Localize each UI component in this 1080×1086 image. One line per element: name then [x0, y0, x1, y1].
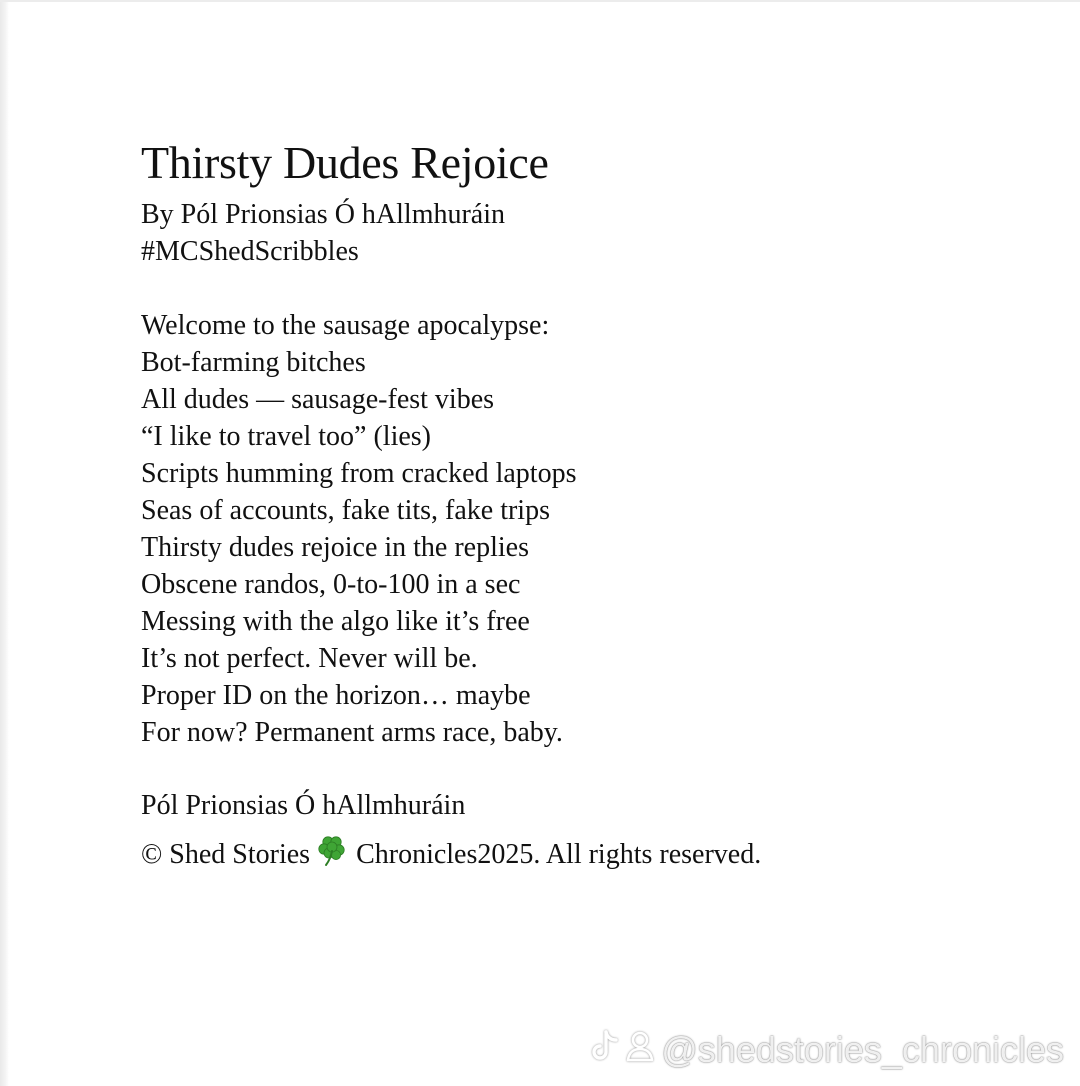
poem-line: Welcome to the sausage apocalypse:	[141, 310, 550, 341]
poem-signature-block	[141, 787, 1041, 877]
user-icon	[625, 1029, 655, 1072]
poem-verse	[141, 307, 1041, 751]
page-top-edge	[0, 0, 1080, 2]
hashtag: #MCShedScribbles	[141, 236, 359, 267]
poem-line: Thirsty dudes rejoice in the replies	[141, 532, 529, 563]
poem-line: All dudes — sausage-fest vibes	[141, 384, 495, 415]
copyright-suffix: Chronicles2025. All rights reserved.	[356, 839, 762, 870]
poem-line: Messing with the algo like it’s free	[141, 606, 530, 637]
poem-line: Bot-farming bitches	[141, 347, 366, 378]
poem-line: It’s not perfect. Never will be.	[141, 643, 478, 674]
byline: By Pól Prionsias Ó hAllmhuráin	[141, 199, 506, 230]
poem-line: “I like to travel too” (lies)	[141, 421, 431, 452]
signature: Pól Prionsias Ó hAllmhuráin	[141, 790, 466, 821]
watermark-handle: @shedstories_chronicles	[661, 1029, 1064, 1070]
poem-title: Thirsty Dudes Rejoice	[141, 137, 549, 188]
poem-line: For now? Permanent arms race, baby.	[141, 717, 563, 748]
poem-page	[141, 136, 1041, 877]
poem-meta	[141, 196, 1041, 270]
copyright-prefix: © Shed Stories	[141, 839, 311, 870]
shamrock-icon	[316, 833, 350, 877]
copyright-line	[141, 833, 1041, 877]
poem-line: Scripts humming from cracked laptops	[141, 458, 577, 489]
poem-line: Seas of accounts, fake tits, fake trips	[141, 495, 550, 526]
poem-line: Obscene randos, 0-to-100 in a sec	[141, 569, 521, 600]
poem-line: Proper ID on the horizon… maybe	[141, 680, 531, 711]
tiktok-watermark	[589, 1028, 1064, 1072]
tiktok-icon	[589, 1029, 619, 1072]
page-left-edge	[0, 0, 9, 1086]
